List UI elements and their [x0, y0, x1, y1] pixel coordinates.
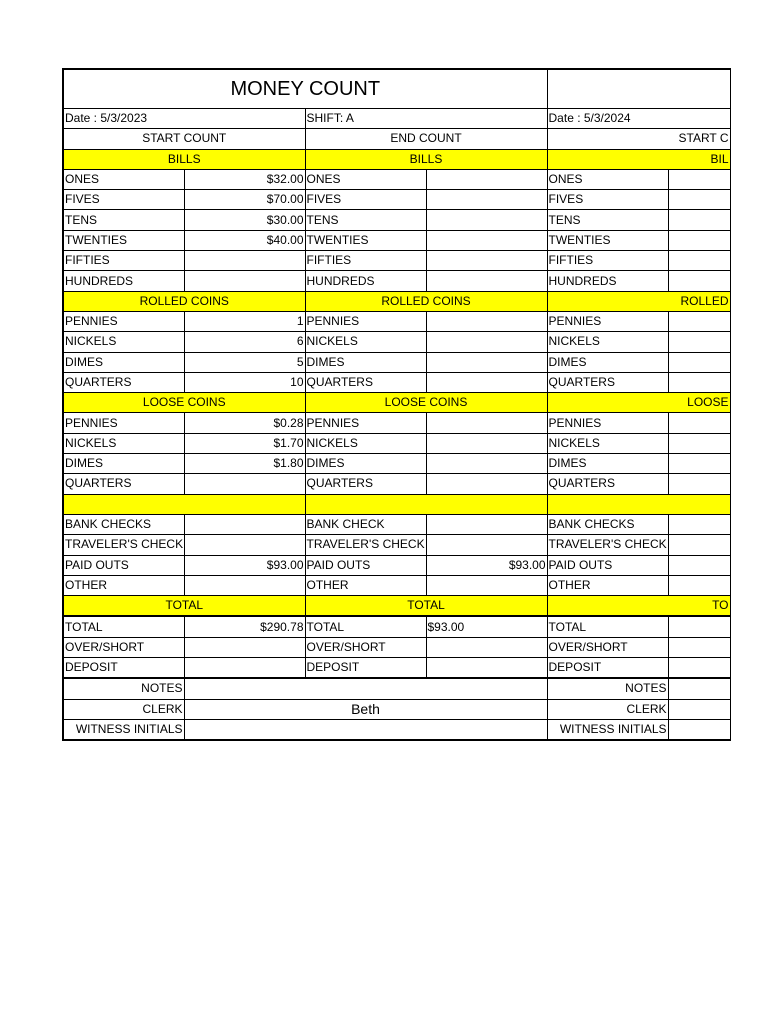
rolled-coins-header: ROLLED COINS	[63, 291, 305, 311]
notes-field-2[interactable]	[668, 678, 730, 699]
totals-label-2: OVER/SHORT	[547, 637, 668, 657]
bill-label: HUNDREDS	[63, 271, 184, 291]
bill-label-2: FIFTIES	[547, 251, 668, 271]
bills-header-end: BILLS	[305, 149, 547, 169]
rolled-coin-value-2[interactable]	[668, 372, 730, 392]
table-row	[63, 535, 730, 555]
rolled-coin-label: QUARTERS	[63, 372, 184, 392]
loose-coin-label-2: DIMES	[547, 454, 668, 474]
other-value-2[interactable]	[668, 575, 730, 595]
other-label: TRAVELER'S CHECK	[63, 535, 184, 555]
rolled-coin-value-2[interactable]	[668, 332, 730, 352]
table-row	[63, 69, 730, 109]
bill-end-label: ONES	[305, 169, 426, 189]
clerk-field[interactable]: Beth	[184, 699, 547, 719]
rolled-coin-end-label: DIMES	[305, 352, 426, 372]
loose-coin-start-value[interactable]: $1.80	[184, 454, 305, 474]
loose-coin-value-2[interactable]	[668, 433, 730, 453]
total-header: TOTAL	[63, 596, 305, 617]
other-label-2: TRAVELER'S CHECK	[547, 535, 668, 555]
other-value-2[interactable]	[668, 514, 730, 534]
table-row	[63, 678, 730, 699]
bill-value-2[interactable]	[668, 230, 730, 250]
other-end-label: BANK CHECK	[305, 514, 426, 534]
bills-header: BILLS	[63, 149, 305, 169]
money-count-table	[62, 68, 731, 741]
other-label-2: OTHER	[547, 575, 668, 595]
rolled-coin-label: NICKELS	[63, 332, 184, 352]
table-row	[63, 494, 730, 514]
bill-end-value[interactable]	[426, 190, 547, 210]
rolled-coin-start-value[interactable]: 6	[184, 332, 305, 352]
clerk-field-2[interactable]	[668, 699, 730, 719]
loose-coin-value-2[interactable]	[668, 413, 730, 433]
other-end-label: PAID OUTS	[305, 555, 426, 575]
rolled-coin-end-label: NICKELS	[305, 332, 426, 352]
other-end-value[interactable]	[426, 535, 547, 555]
bill-end-value[interactable]	[426, 169, 547, 189]
bill-value-2[interactable]	[668, 169, 730, 189]
bill-end-value[interactable]	[426, 230, 547, 250]
table-row	[63, 575, 730, 595]
loose-coin-label: QUARTERS	[63, 474, 184, 494]
other-value-2[interactable]	[668, 535, 730, 555]
totals-value-2[interactable]	[668, 658, 730, 679]
other-label: BANK CHECKS	[63, 514, 184, 534]
other-end-value[interactable]	[426, 514, 547, 534]
bill-end-label: FIFTIES	[305, 251, 426, 271]
bill-value-2[interactable]	[668, 190, 730, 210]
bill-label-2: FIVES	[547, 190, 668, 210]
totals-start-value[interactable]	[184, 658, 305, 679]
table-row	[63, 719, 730, 740]
rolled-coins-header-end: ROLLED COINS	[305, 291, 547, 311]
other-start-value[interactable]	[184, 535, 305, 555]
totals-label: OVER/SHORT	[63, 637, 184, 657]
table-row	[63, 393, 730, 413]
bill-start-value[interactable]	[184, 271, 305, 291]
table-row	[63, 291, 730, 311]
bill-end-value[interactable]	[426, 251, 547, 271]
bill-start-value[interactable]: $40.00	[184, 230, 305, 250]
loose-coins-header-2: LOOSE	[547, 393, 730, 413]
totals-end-value[interactable]	[426, 658, 547, 679]
bill-end-label: FIVES	[305, 190, 426, 210]
rolled-coin-value-2[interactable]	[668, 352, 730, 372]
other-label: OTHER	[63, 575, 184, 595]
rolled-coin-label-2: PENNIES	[547, 311, 668, 331]
other-label: PAID OUTS	[63, 555, 184, 575]
table-row	[63, 352, 730, 372]
notes-label: NOTES	[63, 678, 184, 699]
end-count-header: END COUNT	[305, 129, 547, 149]
bill-value-2[interactable]	[668, 251, 730, 271]
totals-end-label: OVER/SHORT	[305, 637, 426, 657]
blank-band-2	[547, 494, 730, 514]
table-row	[63, 230, 730, 250]
table-row	[63, 413, 730, 433]
bill-start-value[interactable]: $30.00	[184, 210, 305, 230]
rolled-coin-start-value[interactable]: 10	[184, 372, 305, 392]
loose-coin-end-value[interactable]	[426, 474, 547, 494]
rolled-coin-label-2: DIMES	[547, 352, 668, 372]
rolled-coins-header-2: ROLLED	[547, 291, 730, 311]
rolled-coin-label: PENNIES	[63, 311, 184, 331]
other-value-2[interactable]	[668, 555, 730, 575]
rolled-coin-start-value[interactable]: 1	[184, 311, 305, 331]
bills-header-2: BIL	[547, 149, 730, 169]
bill-value-2[interactable]	[668, 210, 730, 230]
totals-value-2[interactable]	[668, 637, 730, 657]
loose-coin-label-2: PENNIES	[547, 413, 668, 433]
totals-start-value[interactable]: $290.78	[184, 616, 305, 637]
loose-coin-end-value[interactable]	[426, 413, 547, 433]
totals-label: DEPOSIT	[63, 658, 184, 679]
table-row	[63, 210, 730, 230]
loose-coin-end-label: NICKELS	[305, 433, 426, 453]
other-end-label: TRAVELER'S CHECK	[305, 535, 426, 555]
witness-initials-label-2: WITNESS INITIALS	[547, 719, 668, 740]
other-label-2: BANK CHECKS	[547, 514, 668, 534]
witness-initials-field-2[interactable]	[668, 719, 730, 740]
bill-label-2: ONES	[547, 169, 668, 189]
bill-value-2[interactable]	[668, 271, 730, 291]
loose-coin-label-2: QUARTERS	[547, 474, 668, 494]
rolled-coin-end-value[interactable]	[426, 332, 547, 352]
total-header-2: TO	[547, 596, 730, 617]
bill-end-value[interactable]	[426, 210, 547, 230]
date-2: Date : 5/3/2024	[547, 109, 730, 129]
other-end-value[interactable]	[426, 575, 547, 595]
loose-coins-header: LOOSE COINS	[63, 393, 305, 413]
rolled-coin-label-2: QUARTERS	[547, 372, 668, 392]
bill-label: FIVES	[63, 190, 184, 210]
table-row	[63, 372, 730, 392]
loose-coin-end-value[interactable]	[426, 433, 547, 453]
other-start-value[interactable]	[184, 575, 305, 595]
loose-coin-end-label: PENNIES	[305, 413, 426, 433]
bill-end-label: TWENTIES	[305, 230, 426, 250]
totals-end-value[interactable]	[426, 637, 547, 657]
bill-end-label: TENS	[305, 210, 426, 230]
loose-coin-end-label: DIMES	[305, 454, 426, 474]
table-row	[63, 169, 730, 189]
rolled-coin-end-value[interactable]	[426, 311, 547, 331]
rolled-coin-label: DIMES	[63, 352, 184, 372]
bill-end-label: HUNDREDS	[305, 271, 426, 291]
loose-coin-label-2: NICKELS	[547, 433, 668, 453]
table-row	[63, 699, 730, 719]
loose-coin-label: NICKELS	[63, 433, 184, 453]
table-row	[63, 109, 730, 129]
table-row	[63, 514, 730, 534]
loose-coin-label: DIMES	[63, 454, 184, 474]
totals-end-label: TOTAL	[305, 616, 426, 637]
totals-label-2: DEPOSIT	[547, 658, 668, 679]
total-header-end: TOTAL	[305, 596, 547, 617]
table-row	[63, 616, 730, 637]
bill-label: ONES	[63, 169, 184, 189]
table-row	[63, 251, 730, 271]
loose-coin-start-value[interactable]	[184, 474, 305, 494]
bill-start-value[interactable]	[184, 251, 305, 271]
date-1: Date : 5/3/2023	[63, 109, 305, 129]
blank-band-end	[305, 494, 547, 514]
rolled-coin-end-value[interactable]	[426, 372, 547, 392]
loose-coin-end-value[interactable]	[426, 454, 547, 474]
rolled-coin-value-2[interactable]	[668, 311, 730, 331]
table-row	[63, 332, 730, 352]
bill-label-2: HUNDREDS	[547, 271, 668, 291]
other-start-value[interactable]: $93.00	[184, 555, 305, 575]
notes-field[interactable]	[184, 678, 547, 699]
table-row	[63, 637, 730, 657]
bill-label-2: TWENTIES	[547, 230, 668, 250]
totals-end-value[interactable]: $93.00	[426, 616, 547, 637]
table-row	[63, 129, 730, 149]
table-row	[63, 149, 730, 169]
table-row	[63, 271, 730, 291]
loose-coin-start-value[interactable]: $0.28	[184, 413, 305, 433]
rolled-coin-end-label: PENNIES	[305, 311, 426, 331]
clerk-label-2: CLERK	[547, 699, 668, 719]
other-end-label: OTHER	[305, 575, 426, 595]
other-end-value[interactable]: $93.00	[426, 555, 547, 575]
rolled-coin-label-2: NICKELS	[547, 332, 668, 352]
bill-label-2: TENS	[547, 210, 668, 230]
loose-coin-value-2[interactable]	[668, 474, 730, 494]
table-row	[63, 474, 730, 494]
rolled-coin-start-value[interactable]: 5	[184, 352, 305, 372]
totals-value-2[interactable]	[668, 616, 730, 637]
bill-label: FIFTIES	[63, 251, 184, 271]
loose-coins-header-end: LOOSE COINS	[305, 393, 547, 413]
loose-coin-value-2[interactable]	[668, 454, 730, 474]
start-count-header-2: START C	[547, 129, 730, 149]
table-row	[63, 311, 730, 331]
witness-initials-label: WITNESS INITIALS	[63, 719, 184, 740]
loose-coin-label: PENNIES	[63, 413, 184, 433]
bill-label: TENS	[63, 210, 184, 230]
clerk-label: CLERK	[63, 699, 184, 719]
bill-start-value[interactable]: $70.00	[184, 190, 305, 210]
rolled-coin-end-label: QUARTERS	[305, 372, 426, 392]
money-count-sheet	[62, 68, 768, 742]
witness-initials-field[interactable]	[184, 719, 547, 740]
table-row	[63, 190, 730, 210]
bill-start-value[interactable]: $32.00	[184, 169, 305, 189]
rolled-coin-end-value[interactable]	[426, 352, 547, 372]
totals-label-2: TOTAL	[547, 616, 668, 637]
table-row	[63, 596, 730, 617]
other-label-2: PAID OUTS	[547, 555, 668, 575]
start-count-header: START COUNT	[63, 129, 305, 149]
sheet-title-2	[547, 69, 730, 109]
blank-band	[63, 494, 305, 514]
loose-coin-start-value[interactable]: $1.70	[184, 433, 305, 453]
totals-label: TOTAL	[63, 616, 184, 637]
bill-label: TWENTIES	[63, 230, 184, 250]
notes-label-2: NOTES	[547, 678, 668, 699]
sheet-title: MONEY COUNT	[63, 69, 547, 109]
loose-coin-end-label: QUARTERS	[305, 474, 426, 494]
shift-1: SHIFT: A	[305, 109, 547, 129]
totals-end-label: DEPOSIT	[305, 658, 426, 679]
table-row	[63, 658, 730, 679]
table-row	[63, 433, 730, 453]
other-start-value[interactable]	[184, 514, 305, 534]
bill-end-value[interactable]	[426, 271, 547, 291]
totals-start-value[interactable]	[184, 637, 305, 657]
table-row	[63, 555, 730, 575]
table-row	[63, 454, 730, 474]
